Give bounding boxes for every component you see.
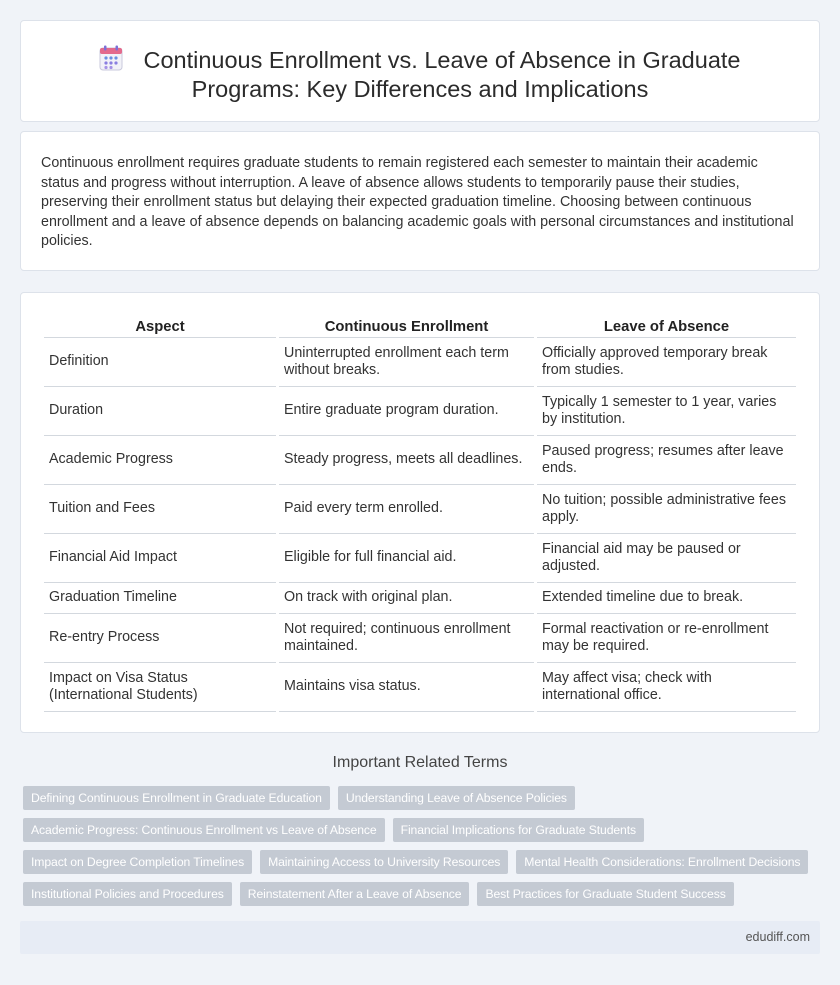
row-aspect: Definition (44, 338, 276, 387)
related-term-tag[interactable]: Financial Implications for Graduate Students (393, 818, 644, 842)
row-aspect: Duration (44, 387, 276, 436)
footer-bar (20, 921, 820, 954)
row-leave: Extended timeline due to break. (537, 583, 796, 614)
tag-row (23, 882, 823, 906)
related-terms-list (23, 786, 823, 914)
table-row (44, 485, 796, 534)
row-continuous: Entire graduate program duration. (279, 387, 534, 436)
table-row (44, 436, 796, 485)
related-term-tag[interactable]: Mental Health Considerations: Enrollment Decisions (516, 850, 808, 874)
related-terms-title: Important Related Terms (332, 754, 508, 771)
tag-row (23, 818, 823, 842)
row-aspect: Re-entry Process (44, 614, 276, 663)
comparison-table (41, 311, 799, 712)
header-leave-of-absence: Leave of Absence (537, 311, 796, 338)
table-row (44, 583, 796, 614)
tag-row (23, 786, 823, 810)
table-row (44, 338, 796, 387)
tag-row (23, 850, 823, 874)
row-aspect: Financial Aid Impact (44, 534, 276, 583)
related-term-tag[interactable]: Impact on Degree Completion Timelines (23, 850, 252, 874)
comparison-card (20, 292, 820, 733)
table-row (44, 663, 796, 712)
row-continuous: On track with original plan. (279, 583, 534, 614)
related-term-tag[interactable]: Institutional Policies and Procedures (23, 882, 232, 906)
table-row (44, 387, 796, 436)
row-continuous: Uninterrupted enrollment each term without breaks. (279, 338, 534, 387)
row-leave: Formal reactivation or re-enrollment may be required. (537, 614, 796, 663)
row-continuous: Steady progress, meets all deadlines. (279, 436, 534, 485)
table-header-row (44, 311, 796, 338)
table-row (44, 534, 796, 583)
related-term-tag[interactable]: Understanding Leave of Absence Policies (338, 786, 575, 810)
row-aspect: Tuition and Fees (44, 485, 276, 534)
row-leave: May affect visa; check with international office. (537, 663, 796, 712)
header-continuous-enrollment: Continuous Enrollment (279, 311, 534, 338)
header-aspect: Aspect (44, 311, 276, 338)
intro-paragraph: Continuous enrollment requires graduate students to remain registered each semester to maintain their academic status and progress without interruption. A leave of absence allows students to temporarily pause their studies, preserving their enrollment status but delaying their expected graduation timeline. Choosing between continuous enrollment and a leave of absence depends on balancing academic goals with personal circumstances and institutional policies. (41, 155, 794, 250)
row-continuous: Eligible for full financial aid. (279, 534, 534, 583)
row-leave: No tuition; possible administrative fees apply. (537, 485, 796, 534)
page-title: Continuous Enrollment vs. Leave of Absence in Graduate Programs: Key Differences and Implications (143, 47, 741, 102)
row-leave: Paused progress; resumes after leave ends. (537, 436, 796, 485)
related-term-tag[interactable]: Reinstatement After a Leave of Absence (240, 882, 470, 906)
row-continuous: Maintains visa status. (279, 663, 534, 712)
calendar-icon (99, 45, 123, 71)
related-term-tag[interactable]: Best Practices for Graduate Student Success (477, 882, 733, 906)
page-title-wrap (61, 45, 779, 104)
related-term-tag[interactable]: Maintaining Access to University Resources (260, 850, 508, 874)
row-leave: Financial aid may be paused or adjusted. (537, 534, 796, 583)
title-card (20, 20, 820, 122)
row-leave: Officially approved temporary break from studies. (537, 338, 796, 387)
row-aspect: Graduation Timeline (44, 583, 276, 614)
table-row (44, 614, 796, 663)
row-continuous: Paid every term enrolled. (279, 485, 534, 534)
row-aspect: Academic Progress (44, 436, 276, 485)
related-term-tag[interactable]: Academic Progress: Continuous Enrollment vs Leave of Absence (23, 818, 385, 842)
row-leave: Typically 1 semester to 1 year, varies by institution. (537, 387, 796, 436)
row-aspect: Impact on Visa Status (International Students) (44, 663, 276, 712)
footer-site-link[interactable]: edudiff.com (745, 930, 810, 944)
row-continuous: Not required; continuous enrollment maintained. (279, 614, 534, 663)
related-term-tag[interactable]: Defining Continuous Enrollment in Graduate Education (23, 786, 330, 810)
intro-card (20, 131, 820, 271)
